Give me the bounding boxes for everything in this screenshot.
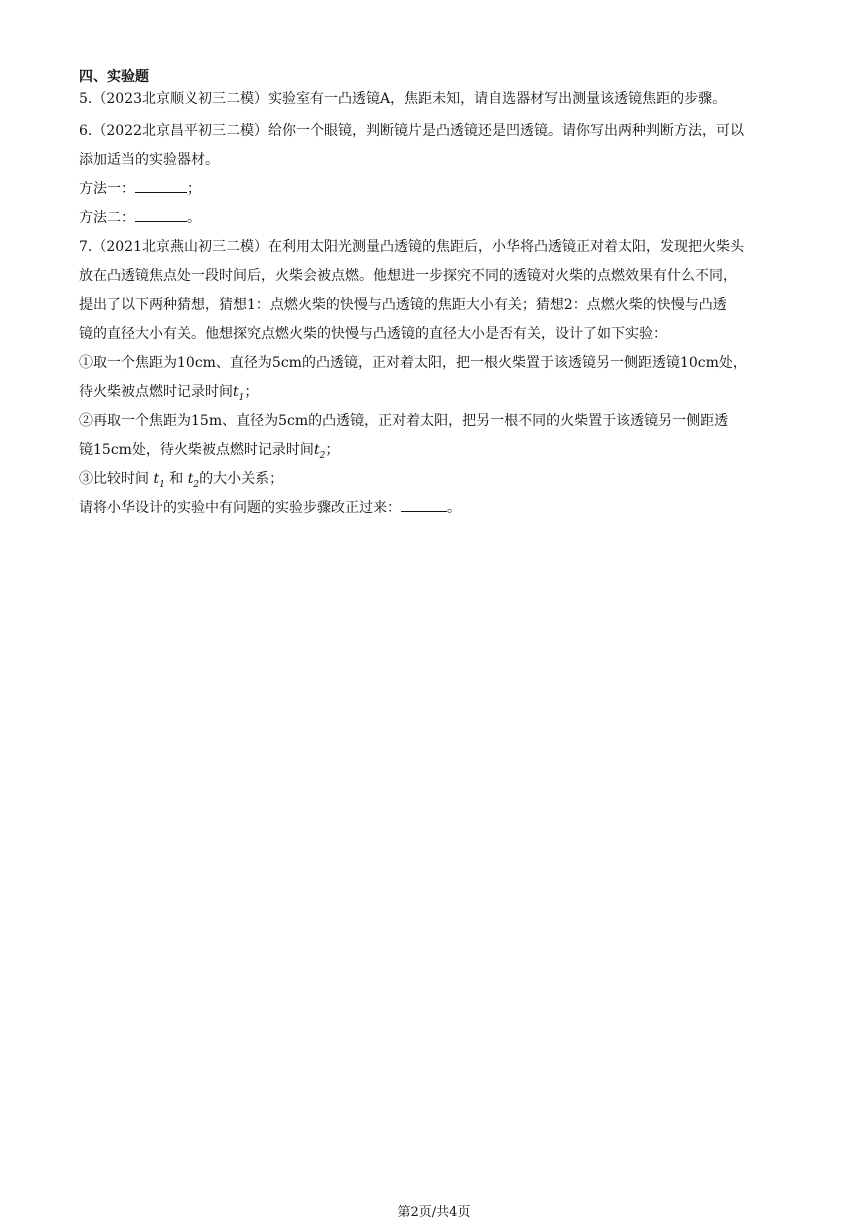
step-2-text: 镜15cm处，待火柴被点燃时记录时间: [79, 442, 314, 458]
section-heading: 四、实验题: [79, 69, 149, 85]
method-2-label: 方法二：: [79, 210, 135, 226]
question-7-answer-blank[interactable]: [401, 497, 447, 512]
step-3-time-subscript-2: 2: [193, 479, 200, 490]
step-3-mid: 和: [169, 471, 184, 487]
step-2-time-variable: t: [313, 442, 320, 458]
step-1-line-1: ①取一个焦距为10cm、直径为5cm的凸透镜，正对着太阳，把一根火柴置于该透镜另一侧距透镜10cm处，: [79, 355, 747, 371]
question-6: [79, 117, 794, 233]
method-2-row: [79, 204, 794, 233]
question-7-line-2: 放在凸透镜焦点处一段时间后，火柴会被点燃。他想进一步探究不同的透镜对火柴的点燃效果有什么不同，: [79, 268, 737, 284]
step-1-time-subscript: 1: [238, 392, 245, 403]
method-2-answer-blank[interactable]: [135, 207, 187, 222]
step-2-time-subscript: 2: [319, 450, 326, 461]
step-3-time-variable-2: t: [187, 471, 194, 487]
step-1-text: 待火柴被点燃时记录时间: [79, 384, 233, 400]
question-7-ask-text: 请将小华设计的实验中有问题的实验步骤改正过来：: [79, 500, 401, 516]
method-1-row: [79, 175, 794, 204]
step-2-line-1: ②再取一个焦距为15m、直径为5cm的凸透镜，正对着太阳，把另一根不同的火柴置于该透镜另一侧距透: [79, 413, 729, 429]
step-3-pre: ③比较时间: [79, 471, 149, 487]
step-3-post: 的大小关系；: [199, 471, 284, 487]
step-3-time-subscript-1: 1: [159, 479, 165, 490]
question-7-line-1: 7.（2021北京燕山初三二模）在利用太阳光测量凸透镜的焦距后，小华将凸透镜正对着太阳，发现把火柴头: [79, 239, 744, 255]
question-7-ask-end: 。: [447, 500, 461, 516]
step-1-time-variable: t: [233, 384, 239, 400]
method-2-end: 。: [187, 210, 201, 226]
step-2-line-2: [79, 436, 794, 465]
page-footer: 第2页/共4页: [397, 1205, 471, 1220]
step-3: [79, 465, 794, 494]
question-7: [79, 233, 794, 523]
step-1-end: ；: [244, 384, 259, 400]
question-7-line-3: 提出了以下两种猜想，猜想1：点燃火柴的快慢与凸透镜的焦距大小有关；猜想2：点燃火柴的快慢与凸透: [79, 297, 727, 313]
step-2-end: ；: [325, 442, 340, 458]
document-body: [79, 64, 794, 523]
question-6-line-2: 添加适当的实验器材。: [79, 152, 219, 168]
question-7-ask: [79, 494, 794, 523]
method-1-label: 方法一：: [79, 181, 135, 197]
method-1-answer-blank[interactable]: [135, 178, 187, 193]
question-6-line-1: 6.（2022北京昌平初三二模）给你一个眼镜，判断镜片是凸透镜还是凹透镜。请你写出两种判断方法，可以: [79, 123, 744, 139]
method-1-end: ；: [187, 181, 201, 197]
step-3-time-variable-1: t: [153, 471, 160, 487]
step-1-line-2: [79, 378, 794, 407]
question-5: 5.（2023北京顺义初三二模）实验室有一凸透镜A，焦距未知，请自选器材写出测量该透镜焦距的步骤。: [79, 91, 727, 107]
question-7-line-4: 镜的直径大小有关。他想探究点燃火柴的快慢与凸透镜的直径大小是否有关，设计了如下实验：: [79, 326, 667, 342]
